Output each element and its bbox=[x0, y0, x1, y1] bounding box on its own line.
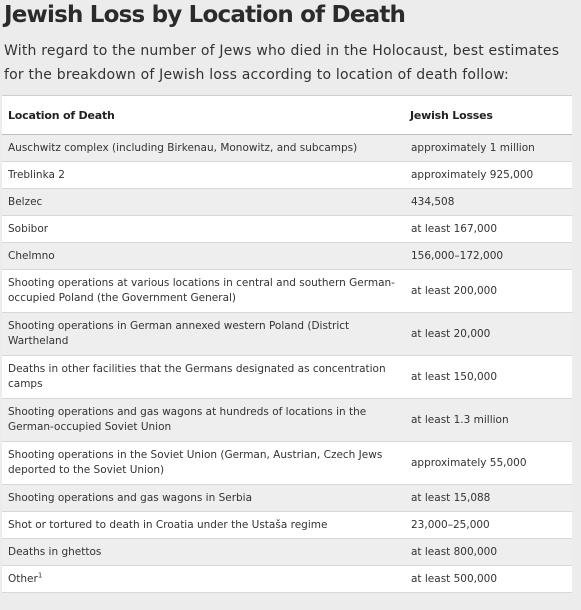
loss-cell: approximately 1 million bbox=[404, 135, 572, 162]
loss-cell: at least 500,000 bbox=[404, 566, 572, 593]
location-text: Other bbox=[8, 572, 38, 585]
location-cell: Shooting operations and gas wagons in Serbia bbox=[2, 485, 404, 512]
location-cell: Shooting operations at various locations in central and southern German-occupied Poland (the Government General) bbox=[2, 270, 404, 313]
location-cell: Belzec bbox=[2, 189, 404, 216]
loss-cell: approximately 925,000 bbox=[404, 162, 572, 189]
table-row bbox=[2, 356, 572, 399]
table-row bbox=[2, 270, 572, 313]
table-row bbox=[2, 539, 572, 566]
location-cell: Shooting operations in the Soviet Union (German, Austrian, Czech Jews deported to the Soviet Union) bbox=[2, 442, 404, 485]
location-cell: Shooting operations and gas wagons at hundreds of locations in the German-occupied Soviet Union bbox=[2, 399, 404, 442]
location-cell: Deaths in ghettos bbox=[2, 539, 404, 566]
location-cell: Auschwitz complex (including Birkenau, Monowitz, and subcamps) bbox=[2, 135, 404, 162]
loss-cell: 434,508 bbox=[404, 189, 572, 216]
location-cell: Shot or tortured to death in Croatia under the Ustaša regime bbox=[2, 512, 404, 539]
table-row bbox=[2, 313, 572, 356]
loss-table bbox=[2, 96, 572, 593]
loss-table-container bbox=[2, 95, 572, 593]
location-cell: Sobibor bbox=[2, 216, 404, 243]
intro-paragraph: With regard to the number of Jews who died in the Holocaust, best estimates for the breakdown of Jewish loss according to location of death follow: bbox=[4, 43, 560, 83]
header-losses: Jewish Losses bbox=[404, 96, 572, 135]
loss-cell: at least 150,000 bbox=[404, 356, 572, 399]
table-row bbox=[2, 189, 572, 216]
loss-cell: at least 167,000 bbox=[404, 216, 572, 243]
table-row bbox=[2, 399, 572, 442]
loss-cell: at least 1.3 million bbox=[404, 399, 572, 442]
loss-cell: at least 20,000 bbox=[404, 313, 572, 356]
table-header-row bbox=[2, 96, 572, 135]
table-row bbox=[2, 485, 572, 512]
table-row bbox=[2, 135, 572, 162]
loss-cell: at least 200,000 bbox=[404, 270, 572, 313]
loss-cell: approximately 55,000 bbox=[404, 442, 572, 485]
header-location: Location of Death bbox=[2, 96, 404, 135]
location-cell: Chelmno bbox=[2, 243, 404, 270]
location-cell: Deaths in other facilities that the Germans designated as concentration camps bbox=[2, 356, 404, 399]
table-row bbox=[2, 216, 572, 243]
table-row bbox=[2, 162, 572, 189]
table-row bbox=[2, 243, 572, 270]
page-title: Jewish Loss by Location of Death bbox=[4, 2, 406, 28]
table-row bbox=[2, 512, 572, 539]
loss-cell: 23,000–25,000 bbox=[404, 512, 572, 539]
loss-cell: at least 15,088 bbox=[404, 485, 572, 512]
footnote-link[interactable]: 1 bbox=[37, 571, 43, 579]
location-cell bbox=[2, 566, 404, 593]
table-row bbox=[2, 566, 572, 593]
location-cell: Shooting operations in German annexed western Poland (District Wartheland bbox=[2, 313, 404, 356]
location-cell: Treblinka 2 bbox=[2, 162, 404, 189]
table-row bbox=[2, 442, 572, 485]
loss-cell: at least 800,000 bbox=[404, 539, 572, 566]
loss-cell: 156,000–172,000 bbox=[404, 243, 572, 270]
